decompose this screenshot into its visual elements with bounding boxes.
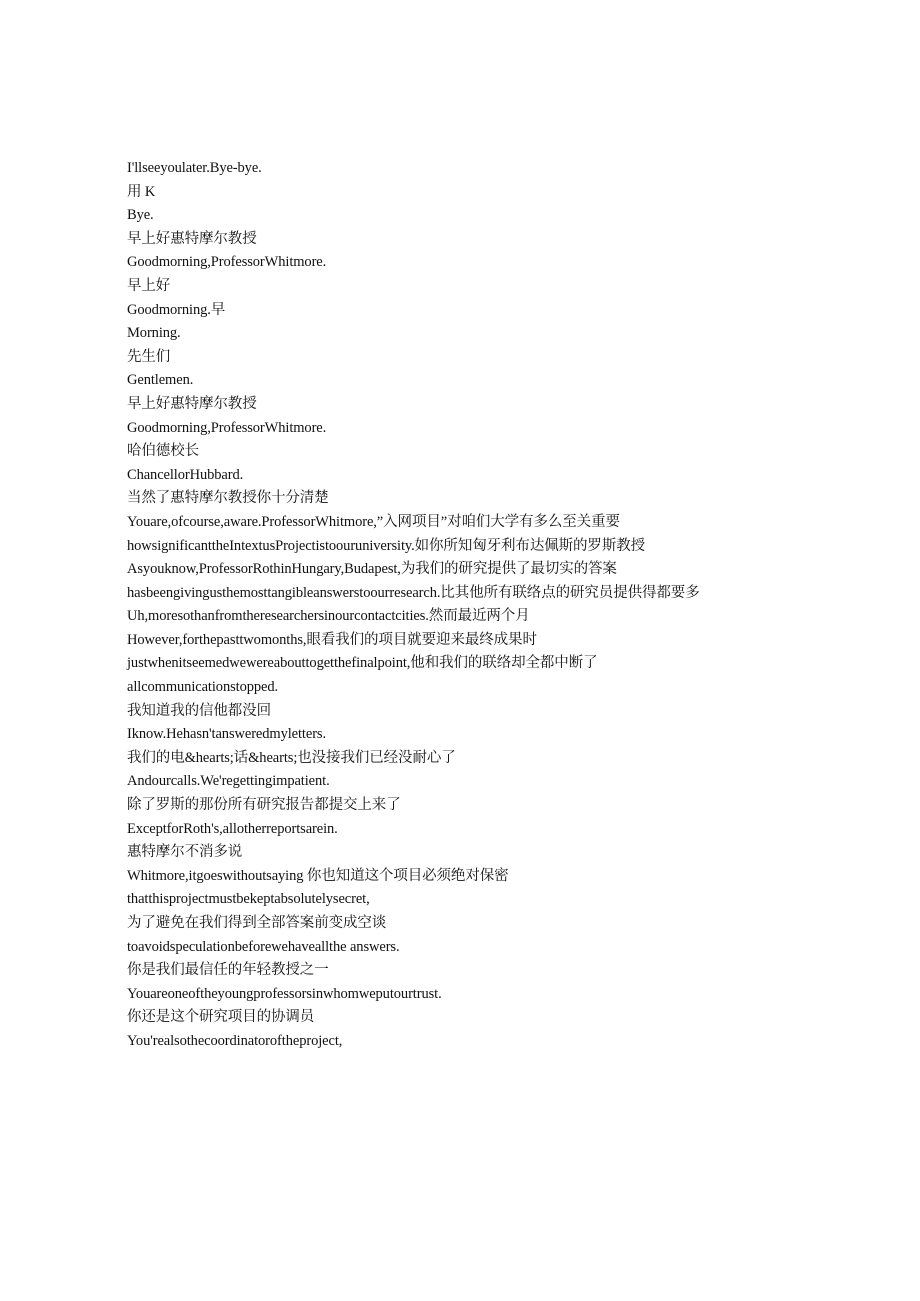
transcript-document (127, 157, 727, 1054)
transcript-line: You'realsothecoordinatoroftheproject, (127, 1032, 343, 1049)
transcript-line: hasbeengivingusthemosttangibleanswerstoourresearch.比其他所有联络点的研究员提供得都要多 (127, 584, 700, 601)
transcript-line: 早上好惠特摩尔教授 (127, 230, 257, 247)
transcript-line: Asyouknow,ProfessorRothinHungary,Budapest,为我们的研究提供了最切实的答案 (127, 561, 617, 578)
transcript-line: 早上好惠特摩尔教授 (127, 395, 257, 412)
transcript-line: Youare,ofcourse,aware.ProfessorWhitmore,”入网项目”对咱们大学有多么至关重要 (127, 513, 620, 530)
transcript-line: 你是我们最信任的年轻教授之一 (127, 962, 329, 979)
transcript-line: justwhenitseemedwewereabouttogetthefinalpoint,他和我们的联络却全都中断了 (127, 655, 598, 672)
transcript-line: Bye. (127, 207, 154, 224)
transcript-line: Goodmorning,ProfessorWhitmore. (127, 254, 327, 271)
transcript-line: howsignificanttheIntextusProjectistoouruniversity.如你所知匈牙利布达佩斯的罗斯教授 (127, 537, 646, 554)
transcript-line: 惠特摩尔不消多说 (127, 844, 243, 861)
transcript-line: ExceptforRoth's,allotherreportsarein. (127, 820, 338, 837)
transcript-line: Iknow.Hehasn'tansweredmyletters. (127, 726, 326, 743)
transcript-line: thatthisprojectmustbekeptabsolutelysecret, (127, 891, 370, 908)
transcript-line: Morning. (127, 325, 181, 342)
transcript-line: 为了避免在我们得到全部答案前变成空谈 (127, 915, 387, 931)
transcript-line: 你还是这个研究项目的协调员 (127, 1009, 315, 1026)
transcript-line: Andourcalls.We'regettingimpatient. (127, 773, 330, 790)
transcript-line: Goodmorning.早 (127, 301, 226, 318)
transcript-line: 先生们 (127, 348, 171, 365)
transcript-line: Uh,moresothanfromtheresearchersinourcontactcities.然而最近两个月 (127, 608, 530, 625)
transcript-line: Gentlemen. (127, 372, 194, 389)
transcript-line: I'llseeyoulater.Bye-bye. (127, 160, 262, 176)
transcript-line: 我们的电&hearts;话&hearts;也没接我们已经没耐心了 (127, 749, 456, 766)
transcript-line: Whitmore,itgoeswithoutsaying 你也知道这个项目必须绝对保密 (127, 867, 509, 884)
transcript-line: 当然了惠特摩尔教授你十分清楚 (127, 490, 329, 507)
transcript-line: 早上好 (127, 277, 171, 294)
transcript-line: 哈伯德校长 (127, 443, 199, 460)
transcript-line: allcommunicationstopped. (127, 679, 279, 696)
transcript-line: Youareoneoftheyoungprofessorsinwhomweputourtrust. (127, 985, 442, 1002)
transcript-line: 除了罗斯的那份所有研究报告都提交上来了 (127, 797, 401, 814)
transcript-line: 我知道我的信他都没回 (127, 702, 271, 719)
transcript-line: toavoidspeculationbeforewehaveallthe answers. (127, 938, 400, 955)
transcript-line: ChancellorHubbard. (127, 466, 244, 483)
transcript-line: 用 K (127, 183, 156, 200)
transcript-line: However,forthepasttwomonths,眼看我们的项目就要迎来最终成果时 (127, 631, 537, 648)
transcript-line: Goodmorning,ProfessorWhitmore. (127, 419, 327, 436)
